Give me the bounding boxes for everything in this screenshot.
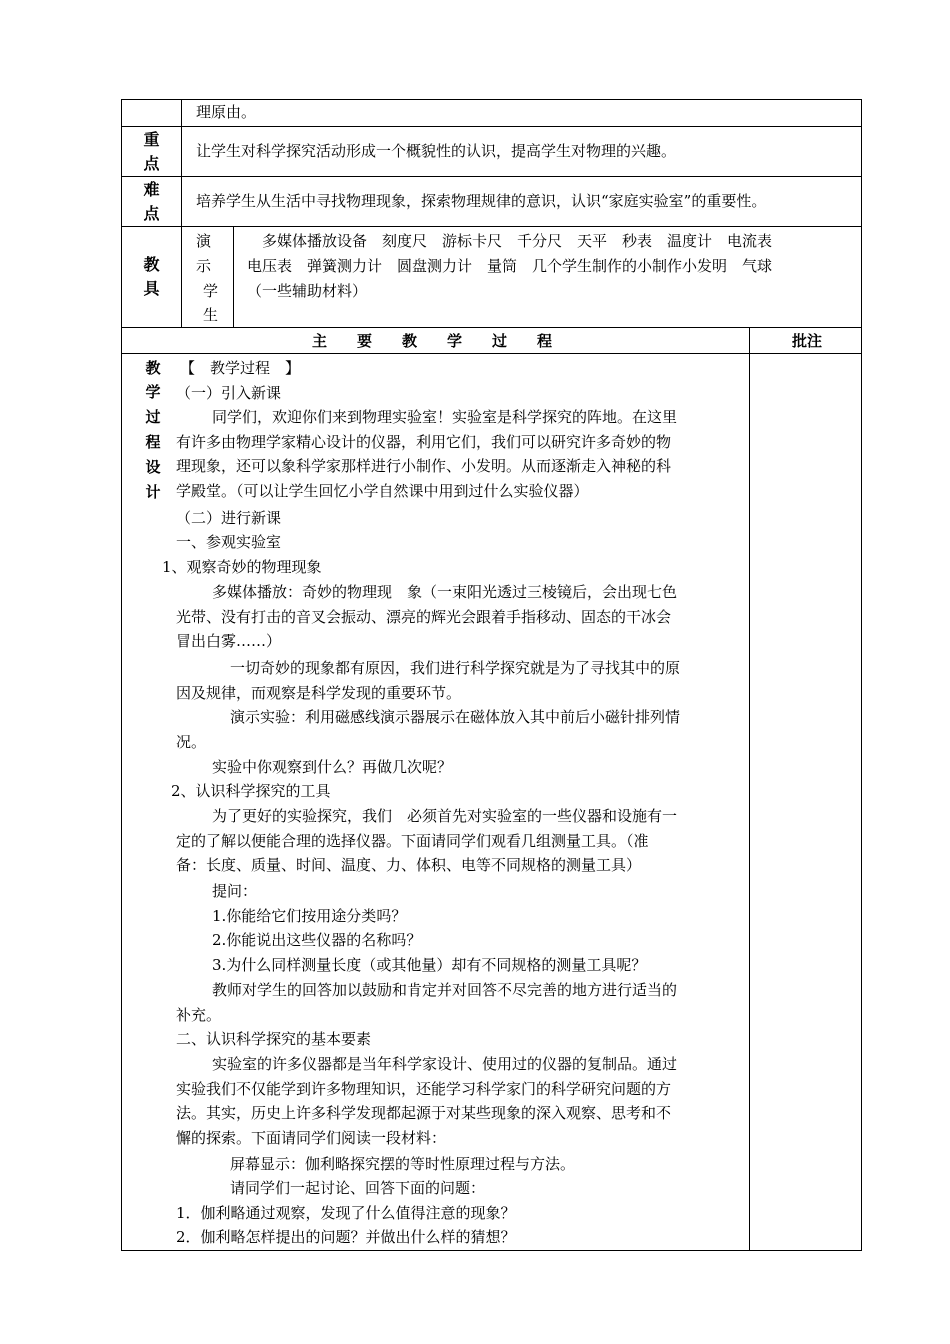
screen-display: 屏幕显示：伽利略探究摆的等时性原理过程与方法。 [230,1155,576,1173]
label-column-divider [181,99,182,328]
key-points-label [122,128,181,176]
process-title: 【 教学过程 】 [180,359,301,377]
teaching-aids-label-2: 具 [143,279,160,298]
discussion-prompt: 请同学们一起讨论、回答下面的问题： [230,1179,486,1197]
side-char-5: 设 [145,458,161,476]
section-new-lesson: （二）进行新课 [176,509,282,527]
process-header-title: 主 要 教 学 过 程 [312,332,553,350]
paragraph-line: 多媒体播放：奇妙的物理现 象（一束阳光透过三棱镜后，会出现七色 [212,583,678,601]
discussion-question-2: 2．伽利略怎样提出的问题？并做出什么样的猜想？ [176,1228,516,1246]
student-char-2: 生 [203,306,219,324]
paragraph-line: 冒出白雾……） [176,632,282,650]
paragraph-demo [176,705,680,754]
paragraph-line: 懈的探索。下面请同学们阅读一段材料： [176,1128,447,1147]
difficulties-label [122,178,181,226]
notes-header: 批注 [792,332,823,350]
teaching-aids-label-1: 教 [143,255,160,274]
student-char-1: 学 [203,282,219,300]
aids-line-2: 电压表 弹簧测力计 圆盘测力计 量筒 几个学生制作的小制作小发明 气球 [247,257,773,275]
key-points-label-1: 重 [143,130,160,149]
aids-subcolumn-divider [233,226,234,328]
paragraph-line: 定的了解以便能合理的选择仪器。下面请同学们观看几组测量工具。（准 [176,831,649,850]
question-3: 3.为什么同样测量长度（或其他量）却有不同规格的测量工具呢？ [212,956,647,974]
paragraph-reasons [176,656,680,705]
discussion-question-1: 1．伽利略通过观察，发现了什么值得注意的现象？ [176,1204,516,1222]
aids-line-3: （一些辅助材料） [247,282,368,300]
aids-line-1: 多媒体播放设备 刻度尺 游标卡尺 千分尺 天平 秒表 温度计 电流表 [262,232,773,250]
question-observe: 实验中你观察到什么？再做几次呢？ [212,758,453,776]
table-border-bottom [121,1250,862,1251]
side-char-2: 学 [145,383,161,401]
side-char-6: 计 [145,483,161,501]
paragraph-line: 有许多由物理学家精心设计的仪器，利用它们，我们可以研究许多奇妙的物 [176,432,672,451]
row-divider-difficulties [121,176,862,177]
paragraph-line: 演示实验：利用磁感线演示器展示在磁体放入其中前后小磁针排列情 [230,708,681,726]
demo-char-1: 演 [196,232,212,250]
difficulties-label-2: 点 [143,204,160,223]
teaching-aids-label [122,253,181,301]
question-2: 2.你能说出这些仪器的名称吗？ [212,931,422,949]
table-border-right [861,99,862,1251]
paragraph-intro [176,405,677,503]
paragraph-line: 实验我们不仅能学到许多物理知识，还能学习科学家门的科学研究问题的方 [176,1079,672,1098]
paragraph-line: 补充。 [176,1005,222,1024]
paragraph-line: 为了更好的实验探究，我们 必须首先对实验室的一些仪器和设施有一 [212,807,678,825]
paragraph-line: 因及规律，而观察是科学发现的重要环节。 [176,683,462,702]
continued-text: 理原由。 [196,103,257,121]
paragraph-tools [176,804,677,878]
key-points-text: 让学生对科学探究活动形成一个概貌性的认识，提高学生对物理的兴趣。 [196,142,677,160]
paragraph-multimedia [176,580,677,654]
side-char-3: 过 [145,408,161,426]
row-divider-keypoints [121,126,862,127]
heading-observe: 1、观察奇妙的物理现象 [162,558,322,576]
heading-visit-lab: 一、参观实验室 [176,533,282,551]
difficulties-text: 培养学生从生活中寻找物理现象，探索物理规律的意识，认识“家庭实验室”的重要性。 [196,192,767,210]
paragraph-line: 实验室的许多仪器都是当年科学家设计、使用过的仪器的复制品。通过 [212,1055,678,1073]
paragraph-line: 备：长度、质量、时间、温度、力、体积、电等不同规格的测量工具） [176,856,642,874]
paragraph-line: 同学们，欢迎你们来到物理实验室！实验室是科学探究的阵地。在这里 [212,408,678,426]
paragraph-line: 况。 [176,732,207,751]
key-points-label-2: 点 [143,154,160,173]
heading-tools: 2、认识科学探究的工具 [171,782,331,800]
paragraph-replicas [176,1052,677,1150]
paragraph-line: 一切奇妙的现象都有原因，我们进行科学探究就是为了寻找其中的原 [230,659,681,677]
side-char-4: 程 [145,433,161,451]
notes-column-divider [749,327,750,1251]
heading-elements: 二、认识科学探究的基本要素 [176,1030,372,1048]
paragraph-line: 法。其实，历史上许多科学发现都起源于对某些现象的深入观察、思考和不 [176,1104,672,1122]
demo-char-2: 示 [196,257,212,275]
difficulties-label-1: 难 [143,180,160,199]
paragraph-line: 教师对学生的回答加以鼓励和肯定并对回答不尽完善的地方进行适当的 [212,981,678,999]
question-1: 1.你能给它们按用途分类吗？ [212,907,407,925]
paragraph-line: 学殿堂。（可以让学生回忆小学自然课中用到过什么实验仪器） [176,481,589,500]
paragraph-line: 光带、没有打击的音叉会振动、漂亮的辉光会跟着手指移动、固态的干冰会 [176,607,672,626]
paragraph-teacher [176,978,677,1027]
side-char-1: 教 [145,359,161,377]
section-intro: （一）引入新课 [176,384,282,402]
row-divider-content [121,353,862,354]
question-prompt: 提问： [212,882,258,900]
paragraph-line: 理现象，还可以象科学家那样进行小制作、小发明。从而逐渐走入神秘的科 [176,457,672,475]
